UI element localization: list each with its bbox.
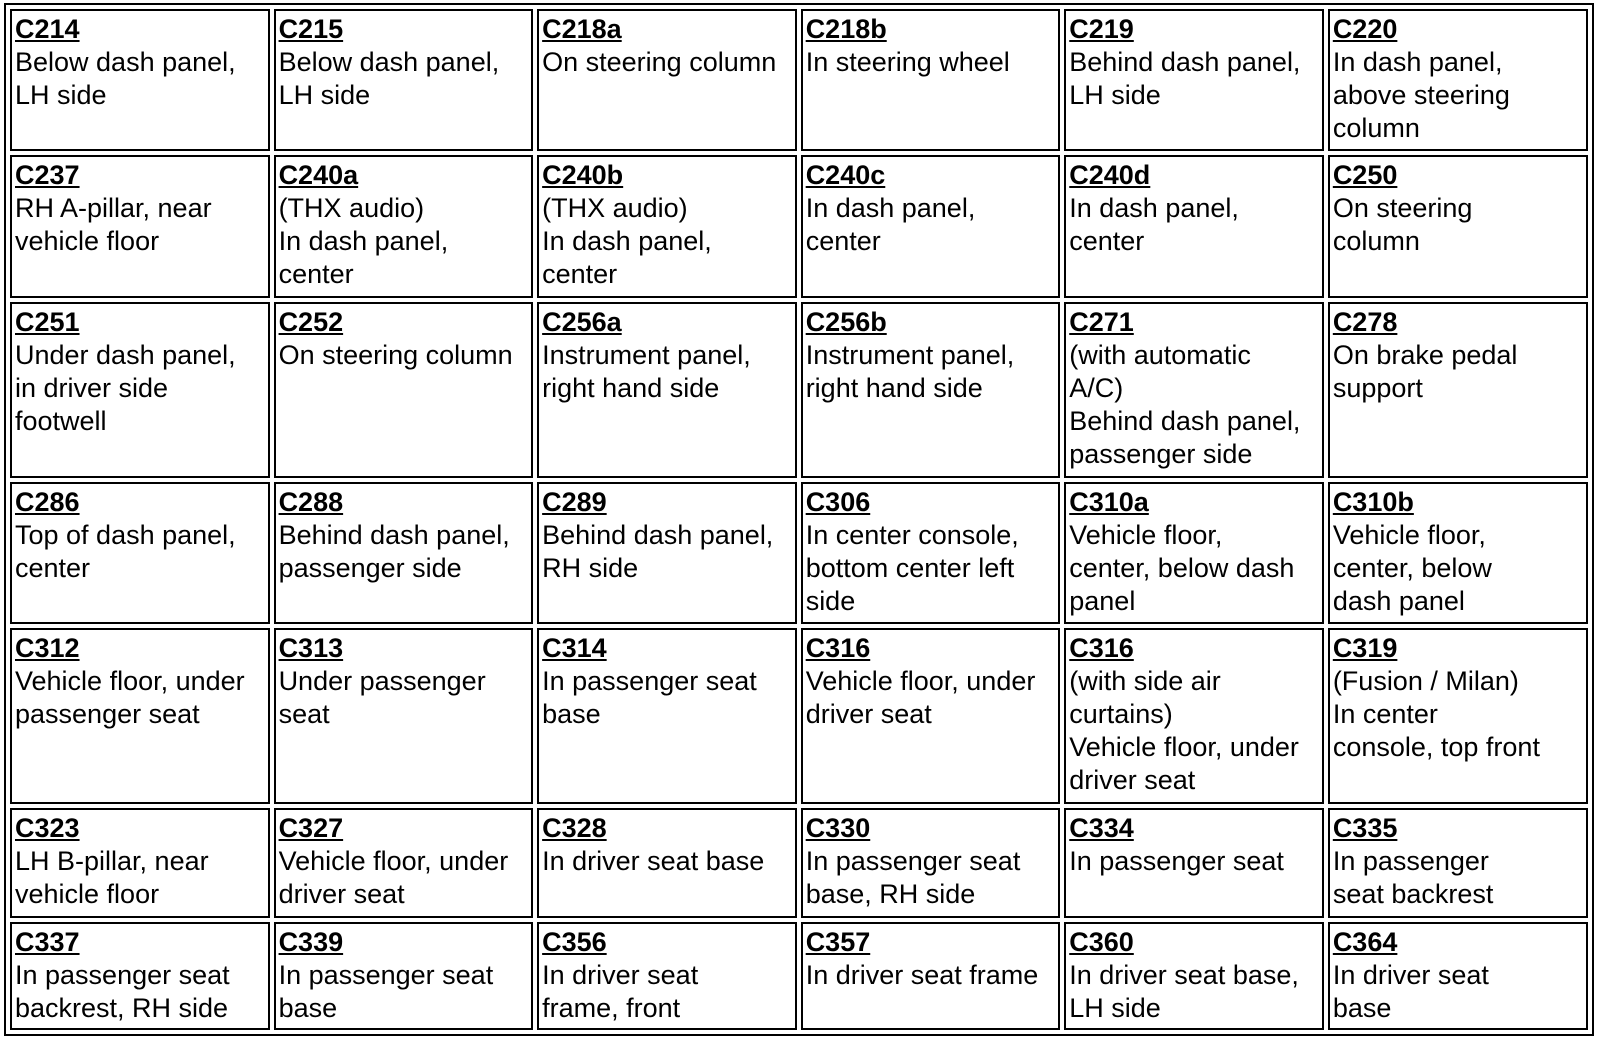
connector-location: Behind dash panel, passenger side [278, 520, 510, 583]
table-row [10, 482, 1588, 624]
connector-code: C319 [1332, 633, 1398, 663]
connector-cell [274, 155, 534, 298]
table-row [10, 302, 1588, 478]
connector-cell [1064, 922, 1324, 1030]
connector-location: In passenger seat backrest, RH side [15, 960, 230, 1023]
connector-cell [537, 628, 797, 804]
connector-location: Vehicle floor, under driver seat [278, 846, 509, 909]
connector-cell [537, 155, 797, 298]
connector-location-table [4, 3, 1594, 1036]
connector-cell [801, 922, 1061, 1030]
connector-location: Below dash panel, LH side [278, 47, 500, 110]
connector-location: In driver seat base, LH side [1069, 960, 1299, 1023]
connector-location: In steering wheel [805, 47, 1010, 77]
connector-location: On brake pedal support [1332, 340, 1518, 403]
connector-cell [1064, 302, 1324, 478]
connector-cell [1064, 155, 1324, 298]
connector-code: C214 [15, 14, 80, 44]
connector-cell [274, 9, 534, 151]
table-row [10, 155, 1588, 298]
connector-location: In driver seat frame, front [542, 960, 699, 1023]
connector-cell [1328, 922, 1588, 1030]
connector-location: In passenger seat base, RH side [805, 846, 1021, 909]
connector-cell [537, 302, 797, 478]
connector-cell [10, 482, 270, 624]
connector-code: C360 [1069, 927, 1134, 957]
table-row [10, 922, 1588, 1030]
connector-code: C310a [1069, 487, 1149, 517]
connector-cell [1328, 482, 1588, 624]
connector-code: C356 [542, 927, 607, 957]
connector-cell [801, 155, 1061, 298]
connector-code: C357 [805, 927, 871, 957]
table-body [10, 9, 1588, 1030]
connector-code: C339 [278, 927, 344, 957]
connector-code: C271 [1069, 307, 1134, 337]
connector-code: C288 [278, 487, 344, 517]
connector-cell [274, 922, 534, 1030]
connector-code: C310b [1332, 487, 1414, 517]
connector-cell [274, 302, 534, 478]
connector-code: C312 [15, 633, 80, 663]
connector-cell [801, 302, 1061, 478]
connector-location: In dash panel, center [1069, 193, 1239, 256]
connector-location: In center console, bottom center left side [805, 520, 1019, 616]
connector-location: Under dash panel, in driver side footwell [15, 340, 236, 436]
connector-code: C219 [1069, 14, 1134, 44]
connector-location: In passenger seat [1069, 846, 1284, 876]
connector-code: C289 [542, 487, 607, 517]
connector-cell [801, 628, 1061, 804]
connector-code: C306 [805, 487, 871, 517]
connector-code: C364 [1332, 927, 1398, 957]
connector-cell [1328, 9, 1588, 151]
connector-location: In driver seat base [542, 846, 765, 876]
table-row [10, 628, 1588, 804]
connector-location: Instrument panel, right hand side [542, 340, 751, 403]
connector-location: On steering column [278, 340, 513, 370]
connector-code: C316 [805, 633, 871, 663]
connector-location: (with side air curtains) Vehicle floor, under driver seat [1069, 666, 1299, 795]
connector-location: In driver seat base [1332, 960, 1489, 1023]
connector-location: Behind dash panel, LH side [1069, 47, 1301, 110]
connector-code: C286 [15, 487, 80, 517]
connector-code: C334 [1069, 813, 1134, 843]
connector-location: Top of dash panel, center [15, 520, 236, 583]
connector-location: Vehicle floor, under driver seat [805, 666, 1036, 729]
connector-cell [10, 922, 270, 1030]
connector-cell [801, 808, 1061, 918]
connector-cell [274, 628, 534, 804]
connector-code: C237 [15, 160, 80, 190]
connector-code: C327 [278, 813, 344, 843]
connector-location: Below dash panel, LH side [15, 47, 236, 110]
connector-code: C278 [1332, 307, 1398, 337]
connector-location: (THX audio) In dash panel, center [278, 193, 449, 289]
connector-code: C240c [805, 160, 886, 190]
connector-cell [1328, 155, 1588, 298]
connector-code: C252 [278, 307, 344, 337]
connector-location: In passenger seat backrest [1332, 846, 1494, 909]
connector-code: C256b [805, 307, 887, 337]
connector-location: Vehicle floor, center, below dash panel [1332, 520, 1492, 616]
connector-code: C335 [1332, 813, 1398, 843]
connector-location: In dash panel, above steering column [1332, 47, 1510, 143]
connector-code: C313 [278, 633, 344, 663]
table-row [10, 808, 1588, 918]
connector-cell [1064, 9, 1324, 151]
connector-location: On steering column [1332, 193, 1473, 256]
connector-location: Behind dash panel, RH side [542, 520, 774, 583]
connector-location: RH A-pillar, near vehicle floor [15, 193, 212, 256]
connector-code: C240d [1069, 160, 1151, 190]
connector-location: Vehicle floor, under passenger seat [15, 666, 245, 729]
connector-code: C251 [15, 307, 80, 337]
connector-location: (THX audio) In dash panel, center [542, 193, 712, 289]
connector-code: C328 [542, 813, 607, 843]
connector-cell [274, 482, 534, 624]
connector-cell [1328, 628, 1588, 804]
connector-cell [10, 302, 270, 478]
connector-cell [10, 9, 270, 151]
connector-code: C240b [542, 160, 624, 190]
connector-code: C215 [278, 14, 344, 44]
connector-location: LH B-pillar, near vehicle floor [15, 846, 209, 909]
connector-cell [274, 808, 534, 918]
connector-cell [10, 808, 270, 918]
connector-code: C337 [15, 927, 80, 957]
connector-code: C314 [542, 633, 607, 663]
connector-location: In driver seat frame [805, 960, 1039, 990]
connector-location: In passenger seat base [542, 666, 757, 729]
connector-code: C316 [1069, 633, 1134, 663]
connector-cell [537, 922, 797, 1030]
connector-cell [537, 9, 797, 151]
connector-code: C330 [805, 813, 871, 843]
connector-cell [1064, 628, 1324, 804]
connector-location: In dash panel, center [805, 193, 976, 256]
table-row [10, 9, 1588, 151]
connector-cell [537, 482, 797, 624]
connector-location: Vehicle floor, center, below dash panel [1069, 520, 1295, 616]
connector-code: C250 [1332, 160, 1398, 190]
connector-location: In passenger seat base [278, 960, 494, 1023]
connector-cell [10, 155, 270, 298]
connector-code: C218a [542, 14, 622, 44]
connector-code: C256a [542, 307, 622, 337]
connector-location: Instrument panel, right hand side [805, 340, 1015, 403]
connector-cell [1328, 302, 1588, 478]
connector-code: C220 [1332, 14, 1398, 44]
connector-code: C323 [15, 813, 80, 843]
connector-location: (with automatic A/C) Behind dash panel, passenger side [1069, 340, 1301, 469]
connector-cell [537, 808, 797, 918]
connector-cell [1328, 808, 1588, 918]
connector-cell [1064, 808, 1324, 918]
connector-cell [1064, 482, 1324, 624]
connector-code: C240a [278, 160, 359, 190]
connector-location: Under passenger seat [278, 666, 486, 729]
connector-location: (Fusion / Milan) In center console, top front [1332, 666, 1540, 762]
connector-cell [801, 482, 1061, 624]
connector-location: On steering column [542, 47, 777, 77]
connector-cell [801, 9, 1061, 151]
connector-code: C218b [805, 14, 887, 44]
connector-cell [10, 628, 270, 804]
